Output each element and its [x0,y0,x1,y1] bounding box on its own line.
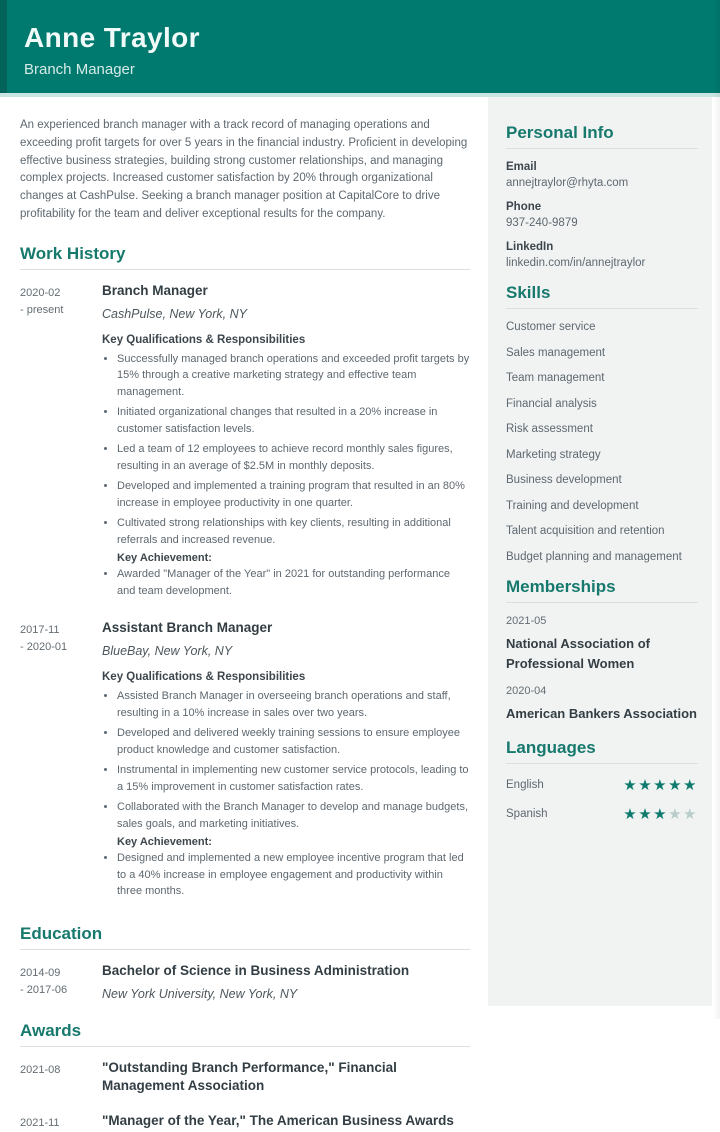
entry-dates [20,962,102,1001]
section-heading-personal-info: Personal Info [506,123,698,149]
achievement-bullet: • Designed and implemented a new employee incentive program that led to a 40% increase in employee engagement and productivity within three months. [117,850,470,900]
achievement-bullet: • Awarded "Manager of the Year" in 2021 for outstanding performance and team development. [117,566,470,599]
job-subheading: Key Qualifications & Responsibilities [102,333,306,346]
achievement-label: Key Achievement: [117,552,212,565]
section-heading-languages: Languages [506,738,698,764]
work-entry [20,619,470,903]
section-heading-work-history: Work History [20,244,470,270]
skill-item: Sales management [506,346,606,359]
skill-item: Training and development [506,499,639,512]
person-job-title: Branch Manager [24,61,135,78]
entry-dates [20,1059,102,1097]
job-title: Assistant Branch Manager [102,620,273,636]
star-icon: ★ [653,805,669,823]
award-date: 2021-08 [20,1063,61,1076]
section-heading-awards: Awards [20,1021,470,1047]
job-title: Branch Manager [102,282,208,298]
skill-item: Financial analysis [506,397,597,410]
phone-value: 937-240-9879 [506,217,578,229]
date-to: - 2017-06 [20,983,68,996]
skill-item: Budget planning and management [506,550,682,563]
star-icon: ★ [668,776,684,794]
date-to: - present [20,303,64,316]
membership-name: National Association of Professional Women [506,635,650,671]
linkedin-label: LinkedIn [506,241,554,253]
section-heading-education: Education [20,924,470,950]
award-title: "Outstanding Branch Performance," Financial Management Association [102,1059,397,1094]
entry-body [102,1112,470,1132]
skill-item: Customer service [506,321,596,333]
language-rating [623,805,698,823]
job-bullet: • Developed and delivered weekly training sessions to ensure employee product knowledge and customer satisfaction. [117,725,470,758]
star-icon: ★ [623,805,639,823]
linkedin-value: linkedin.com/in/annejtraylor [506,257,646,269]
work-entry [20,282,470,603]
date-from: 2020-02 [20,286,61,299]
date-from: 2017-11 [20,624,60,637]
language-name: Spanish [506,807,548,820]
award-title: "Manager of the Year," The American Business Awards [102,1113,454,1129]
achievement-list [102,850,470,900]
email-label: Email [506,161,537,173]
person-name: Anne Traylor [24,22,200,53]
entry-dates [20,1112,102,1132]
email-value: annejtraylor@rhyta.com [506,177,629,189]
skill-item: Risk assessment [506,423,593,435]
degree-title: Bachelor of Science in Business Administration [102,962,410,978]
school-name: New York University, New York, NY [102,986,298,1001]
star-icon: ★ [638,805,654,823]
language-name: English [506,778,544,791]
membership-name: American Bankers Association [506,705,697,721]
language-row [506,805,698,823]
entry-dates [20,282,102,603]
star-icon: ★ [668,805,684,823]
job-bullet-list [102,688,470,832]
entry-dates [20,619,102,903]
achievement-label: Key Achievement: [117,836,212,849]
star-icon: ★ [683,776,698,794]
entry-body [102,1059,470,1097]
job-bullet: • Cultivated strong relationships with key clients, resulting in additional referrals and increased revenue. [117,515,470,548]
resume-body [0,97,720,1130]
star-icon: ★ [683,805,698,823]
job-bullet: • Instrumental in implementing new customer service protocols, leading to a 15% improvement in customer satisfaction rates. [117,762,470,795]
skill-item: Talent acquisition and retention [506,525,665,537]
section-heading-skills: Skills [506,283,698,309]
main-column [0,97,472,1130]
date-from: 2014-09 [20,966,61,979]
star-icon: ★ [623,776,639,794]
sidebar [488,97,712,1006]
language-row [506,776,698,794]
award-date: 2021-11 [20,1117,60,1130]
job-bullet: • Developed and implemented a training program that resulted in an 80% increase in employee productivity in one quarter. [117,478,470,511]
resume-header [0,0,720,97]
star-icon: ★ [638,776,654,794]
award-entry [20,1059,470,1097]
language-rating [623,776,698,794]
job-bullet: • Led a team of 12 employees to achieve record monthly sales figures, resulting in an average of $2.5M in monthly deposits. [117,441,470,474]
job-bullet: • Collaborated with the Branch Manager to develop and manage budgets, sales goals, and marketing initiatives. [117,799,470,832]
phone-label: Phone [506,201,542,213]
star-icon: ★ [653,776,669,794]
job-subheading: Key Qualifications & Responsibilities [102,671,306,684]
job-bullet-list [102,351,470,549]
achievement-list [102,566,470,599]
job-bullet: • Assisted Branch Manager in overseeing branch operations and staff, resulting in a 10% increase in sales over two years. [117,688,470,721]
section-heading-memberships: Memberships [506,577,698,603]
entry-body [102,962,470,1001]
job-company: CashPulse, New York, NY [102,306,247,321]
job-bullet: • Successfully managed branch operations and exceeded profit targets by 15% through a creative marketing strategy and effective team management. [117,351,470,401]
date-to: - 2020-01 [20,641,68,654]
entry-body [102,282,470,603]
award-entry [20,1112,470,1132]
skill-item: Team management [506,372,605,384]
membership-date: 2021-05 [506,614,547,627]
job-company: BlueBay, New York, NY [102,644,233,659]
job-bullet: • Initiated organizational changes that resulted in a 20% increase in customer satisfaction levels. [117,404,470,437]
skill-item: Marketing strategy [506,448,601,461]
entry-body [102,619,470,903]
skill-item: Business development [506,474,622,486]
membership-date: 2020-04 [506,684,547,697]
education-entry [20,962,470,1001]
professional-summary: An experienced branch manager with a track record of managing operations and exceeding profit targets for over 5 years in the financial industry. Proficient in developing effective business strategies, building strong customer relationships, and managing complex projects. Increased customer satisfaction by 20% through organizational changes at CashPulse. Seeking a branch manager position at CapitalCore to drive profitability for the team and deliver exceptional results for the company. [20,119,468,221]
